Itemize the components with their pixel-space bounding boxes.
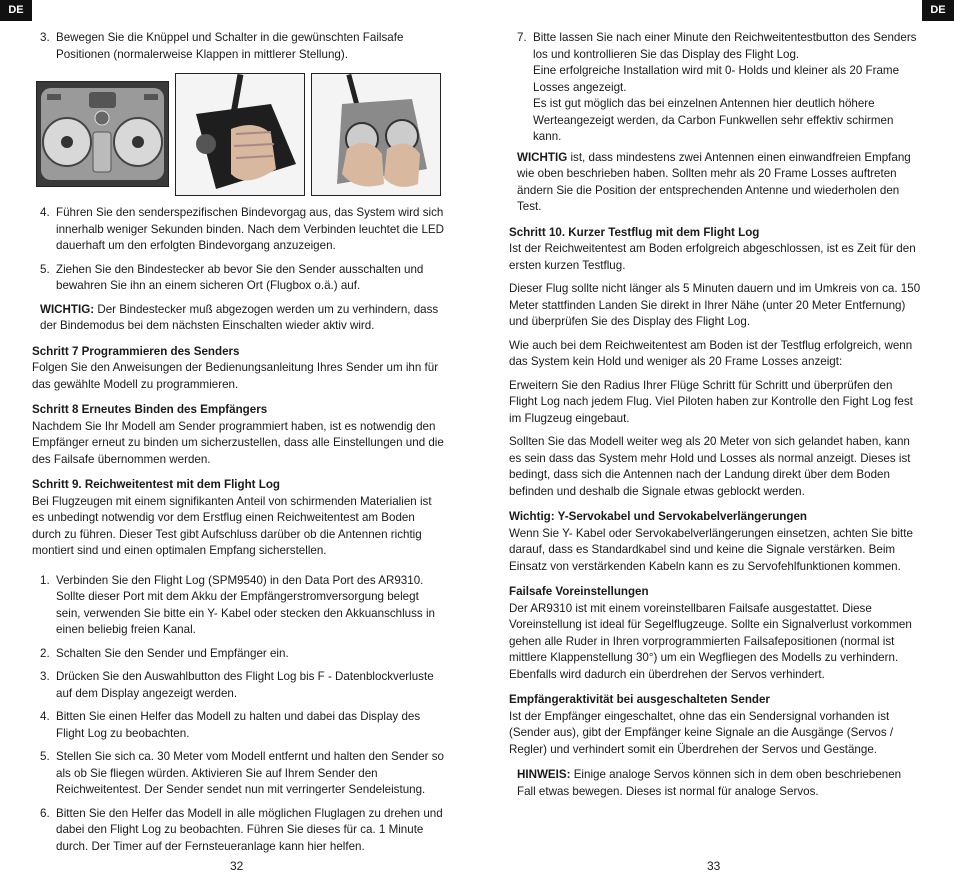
section-step-10 — [509, 225, 921, 501]
step-9-list — [32, 573, 446, 856]
section-title: Wichtig: Y-Servokabel und Servokabelverlängerungen — [509, 510, 807, 523]
important-note-bindplug — [40, 302, 446, 335]
section-title: Schritt 8 Erneutes Binden des Empfängers — [32, 403, 268, 416]
section-title: Schritt 10. Kurzer Testflug mit dem Flight Log — [509, 225, 760, 239]
list-number: 4. — [40, 710, 50, 723]
page-number-right: 33 — [707, 859, 721, 873]
list-item — [32, 30, 446, 63]
section-step-9 — [32, 477, 446, 560]
list-item — [32, 709, 446, 742]
list-number: 6. — [40, 806, 50, 820]
section-paragraph: Erweitern Sie den Radius Ihrer Flüge Schritt für Schritt und überprüfen den Flight Log nach jedem Flug. Viel Piloten haben zur Kontrolle den Fight Log fest im Flugzeug eingebaut. — [509, 378, 913, 425]
page-number-left: 32 — [230, 859, 244, 873]
left-page-column — [32, 30, 446, 862]
list-number: 1. — [40, 573, 50, 587]
list-number: 3. — [40, 670, 50, 683]
section-step-7 — [32, 344, 446, 394]
list-text: Schalten Sie den Sender und Empfänger ein. — [56, 646, 289, 660]
section-failsafe — [509, 584, 921, 683]
note-text: Einige analoge Servos können sich in dem oben beschriebenen Fall etwas bewegen. Dieses ist normal für analoge Servos. — [517, 768, 902, 798]
section-step-8 — [32, 402, 446, 468]
section-paragraph: Dieser Flug sollte nicht länger als 5 Minuten dauern und im Umkreis von ca. 150 Meter stattfinden Landen Sie direkt in Ihrer Nähe (unter 20 Meter Entfernung) und überprüfen Sie des Display des Flight Log. — [509, 282, 921, 328]
list-number: 4. — [40, 206, 50, 219]
list-text: Es ist gut möglich das bei einzelnen Antennen hier deutlich höhere Werteangezeigt werden, da Carbon Funkwellen sehr effektiv schirmen kann. — [533, 97, 894, 143]
section-text: Folgen Sie den Anweisungen der Bedienungsanleitung Ihres Sender um ihn für das gewählte Modell zu programmieren. — [32, 361, 439, 391]
note-text: ist, dass mindestens zwei Antennen einen einwandfreien Empfang wie oben beschrieben haben. Sollten mehr als 20 Frame Losses auftreten ändern Sie die Position der entsprechenden Antenne und wiederholen den Test. — [517, 150, 911, 213]
language-tag-left: DE — [0, 0, 32, 21]
section-paragraph: Sollten Sie das Modell weiter weg als 20 Meter von sich gelandet haben, kann es sein dass das System mehr Hold und Losses als normal anzeigt. Dieses ist bedingt, dass sich die Antennen nach der Landung direkt über dem Boden befinden und deshalb die Signale etwas geblockt werden. — [509, 435, 911, 498]
section-title: Schritt 9. Reichweitentest mit dem Flight Log — [32, 478, 281, 491]
list-text: Ziehen Sie den Bindestecker ab bevor Sie den Sender ausschalten und bewahren Sie ihn an einem sicheren Ort (Flugbox o.ä.) auf. — [56, 262, 424, 292]
section-text: Bei Flugzeugen mit einem signifikanten Anteil von schirmenden Materialien ist es unbedingt notwendig vor dem Erstflug einen Reichweitentest am Boden durch zu führen. Dieser Test gibt Aufschluss darüber ob die Antennen richtig montiert sind und einen optimalen Empfang sicherstellen. — [32, 494, 432, 557]
transmitter-front-photo — [36, 81, 169, 187]
transmitter-photos — [36, 73, 446, 195]
section-paragraph: Wie auch bei dem Reichweitentest am Boden ist der Testflug erfolgreich, wenn das System kein Hold und weniger als 20 Frame Losses anzeigt: — [509, 338, 913, 368]
list-item — [32, 669, 446, 702]
list-number: 5. — [40, 262, 50, 276]
list-number: 2. — [40, 646, 50, 660]
list-text: Verbinden Sie den Flight Log (SPM9540) in den Data Port des AR9310. Sollte dieser Port mit dem Akku der Empfängerstromversorgung belegt sein, verwenden Sie bitte ein Y- Kabel oder stecken den Akkuanschluss in einen beliebig freien Kanal. — [56, 573, 435, 636]
list-text: Führen Sie den senderspezifischen Bindevorgag aus, das System wird sich innerhalb weniger Sekunden binden. Nach dem Verbinden leuchtet die LED dauerhaft um den erfolgten Bindevorgang anzuzeigen. — [56, 206, 445, 252]
note-text: Der Bindestecker muß abgezogen werden um zu verhindern, dass der Bindemodus bei dem nächsten Einschalten wieder aktiv wird. — [40, 302, 439, 332]
note-label: HINWEIS: — [517, 768, 571, 781]
list-item — [32, 806, 446, 856]
list-text: Drücken Sie den Auswahlbutton des Flight Log bis F - Datenblockverluste auf dem Display angezeigt werden. — [56, 670, 434, 700]
list-number: 3. — [40, 31, 50, 44]
section-paragraph: Ist der Reichweitentest am Boden erfolgreich abgeschlossen, ist es Zeit für den ersten kurzen Testflug. — [509, 242, 916, 272]
list-text: Eine erfolgreiche Installation wird mit 0- Holds und kleiner als 20 Frame Losses angezeigt. — [533, 64, 900, 94]
section-text: Ist der Empfänger eingeschaltet, ohne das ein Sendersignal vorhanden ist (Sender aus), gibt der Empfänger keine Signale an die Ausgänge (Servos / Regler) und verhindert somit ein Überdrehen der Servos und Gestänge. — [509, 709, 894, 756]
right-page-column — [509, 30, 921, 809]
list-text: Bitten Sie den Helfer das Modell in alle möglichen Fluglagen zu drehen und dabei den Flight Log zu beobachten. Führen Sie dieses für ca. 1 Minute durch. Der Timer auf der Fernsteueranlage kann hier helfen. — [56, 806, 443, 853]
note-label: WICHTIG — [517, 150, 568, 164]
section-text: Nachdem Sie Ihr Modell am Sender programmiert haben, ist es notwendig den Empfänger erneut zu binden um sicherzustellen, dass alle Einstellungen und die des Failsafe übernommen werden. — [32, 419, 444, 466]
transmitter-hand-photo-1 — [175, 73, 305, 196]
list-item — [32, 646, 446, 663]
list-text: Bitten Sie einen Helfer das Modell zu halten und dabei das Display des Flight Log zu beobachten. — [56, 710, 421, 740]
list-item — [509, 30, 921, 146]
transmitter-hand-photo-2 — [311, 73, 441, 196]
section-text: Der AR9310 ist mit einem voreinstellbaren Failsafe ausgestattet. Diese Voreinstellung ist ideal für Segelflugzeuge. Sollte ein Signalverlust vorkommen gehen alle Ruder in Ihren vorprogrammierten Failsafepositionen (normal ist mittlere Klappenstellung 30°) um ein Wegfliegen des Modells zu verhindern. Ebenfalls wird dadurch ein überdrehen der Servos verhindert. — [509, 601, 912, 681]
list-number: 5. — [40, 750, 50, 763]
language-tag-right: DE — [922, 0, 954, 21]
important-note-antennas — [517, 150, 921, 216]
list-text: Stellen Sie sich ca. 30 Meter vom Modell entfernt und halten den Sender so als ob Sie fliegen würden. Aktivieren Sie auf Ihrem Sender den Reichweitentest. Der Sender sendet nun mit verringerter Sendeleistung. — [56, 750, 444, 796]
section-title: Empfängeraktivität bei ausgeschalteten Sender — [509, 693, 770, 706]
list-item — [32, 205, 446, 255]
section-text: Wenn Sie Y- Kabel oder Servokabelverlängerungen einsetzen, achten Sie bitte darauf, dass es Standardkabel sind und keine die Signale verstärken. Beim Einsatz von verstärkenden Kabeln kann es zu Servofehlfunktionen kommen. — [509, 526, 913, 573]
list-number: 7. — [517, 31, 527, 44]
list-item — [32, 262, 446, 295]
section-receiver-activity — [509, 692, 921, 758]
section-title: Failsafe Voreinstellungen — [509, 585, 649, 598]
list-item — [32, 749, 446, 799]
list-text: Bitte lassen Sie nach einer Minute den Reichweitentestbutton des Senders los und kontrollieren Sie das Display des Flight Log. — [533, 31, 917, 61]
list-text: Bewegen Sie die Knüppel und Schalter in die gewünschten Failsafe Positionen (normalerweise Klappen in mittlerer Stellung). — [56, 31, 404, 61]
hint-note-analog-servos — [517, 767, 921, 800]
section-servo-cables — [509, 509, 921, 575]
list-item — [32, 573, 446, 639]
section-title: Schritt 7 Programmieren des Senders — [32, 344, 240, 358]
note-label: WICHTIG: — [40, 302, 95, 316]
